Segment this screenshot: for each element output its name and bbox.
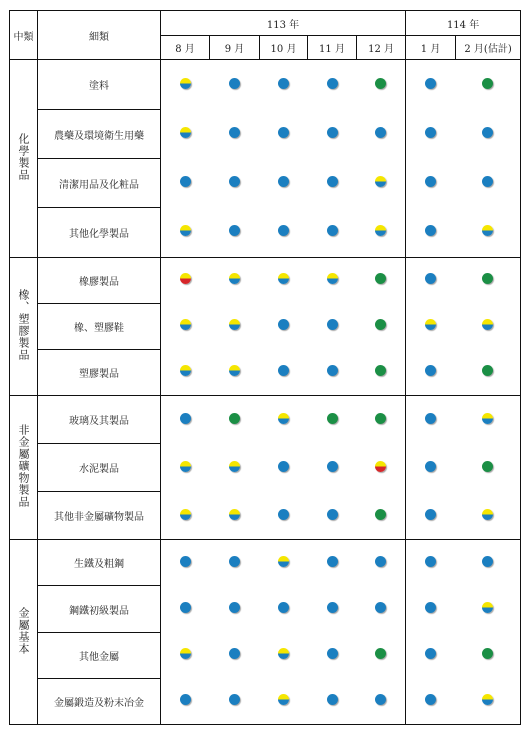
signal-cell [308,159,357,208]
signal-cell [357,349,406,395]
signal-cell [210,257,260,303]
table-row [10,303,521,349]
signal-dot-icon [327,127,338,138]
signal-dot-icon [180,176,191,187]
subcategory-label: 清潔用品及化粧品 [38,159,161,208]
signal-cell [308,110,357,159]
signal-cell [260,586,308,632]
signal-cell [260,444,308,492]
signal-dot-icon [425,694,436,705]
header-month: 2 月(估計) [456,36,521,60]
signal-dot-icon [229,176,240,187]
table-row [10,208,521,257]
table-row [10,395,521,443]
signal-dot-icon [425,365,436,376]
category-cell [10,395,38,539]
signal-cell [210,444,260,492]
signal-dot-icon [327,319,338,330]
header-month: 1 月 [406,36,456,60]
signal-cell [357,60,406,110]
signal-cell [210,208,260,257]
header-month: 11 月 [308,36,357,60]
header-subcategory: 細類 [38,11,161,60]
signal-dot-icon [425,225,436,236]
signal-dot-icon [375,509,386,520]
signal-dot-icon [375,556,386,567]
signal-cell [161,586,210,632]
signal-cell [161,257,210,303]
signal-dot-icon [327,273,338,284]
signal-cell [357,540,406,586]
signal-cell [161,208,210,257]
signal-cell [260,257,308,303]
signal-cell [406,257,456,303]
signal-dot-icon [482,602,493,613]
signal-cell [161,110,210,159]
signal-cell [161,349,210,395]
signal-dot-icon [482,78,493,89]
signal-cell [406,540,456,586]
signal-cell [210,159,260,208]
signal-cell [406,60,456,110]
subcategory-label: 橡膠製品 [38,257,161,303]
signal-cell [308,632,357,678]
header-month: 10 月 [260,36,308,60]
signal-dot-icon [327,556,338,567]
signal-cell [161,678,210,724]
signal-dot-icon [229,413,240,424]
signal-cell [357,395,406,443]
category-label: 化學製品 [17,132,30,181]
signal-dot-icon [482,556,493,567]
signal-dot-icon [327,176,338,187]
subcategory-label: 塗料 [38,60,161,110]
signal-cell [456,110,521,159]
signal-dot-icon [425,319,436,330]
signal-dot-icon [278,694,289,705]
category-label: 橡、塑膠製品 [17,288,30,361]
signal-cell [210,60,260,110]
signal-dot-icon [180,694,191,705]
table-row [10,60,521,110]
signal-dot-icon [375,319,386,330]
signal-cell [161,159,210,208]
header-year-114: 114 年 [406,11,521,36]
signal-dot-icon [229,127,240,138]
signal-cell [308,444,357,492]
signal-cell [161,632,210,678]
signal-dot-icon [278,509,289,520]
signal-dot-icon [375,694,386,705]
signal-dot-icon [180,602,191,613]
signal-cell [406,444,456,492]
signal-dot-icon [278,78,289,89]
signal-dot-icon [375,78,386,89]
signal-cell [357,208,406,257]
signal-dot-icon [229,648,240,659]
signal-cell [260,395,308,443]
category-label: 非金屬礦物製品 [17,424,30,509]
signal-dot-icon [425,648,436,659]
signal-cell [308,540,357,586]
subcategory-label: 其他非金屬礦物製品 [38,492,161,540]
signal-cell [357,110,406,159]
signal-cell [357,586,406,632]
signal-cell [406,349,456,395]
signal-dot-icon [229,602,240,613]
signal-cell [456,444,521,492]
signal-cell [456,632,521,678]
signal-dot-icon [229,694,240,705]
table-row [10,110,521,159]
signal-cell [456,540,521,586]
signal-dot-icon [425,413,436,424]
signal-dot-icon [375,127,386,138]
signal-cell [260,303,308,349]
signal-dot-icon [278,273,289,284]
signal-dot-icon [482,176,493,187]
signal-cell [210,395,260,443]
signal-cell [308,208,357,257]
table-row [10,492,521,540]
subcategory-label: 生鐵及粗鋼 [38,540,161,586]
signal-dot-icon [327,365,338,376]
signal-cell [161,395,210,443]
signal-dot-icon [375,365,386,376]
signal-dot-icon [180,509,191,520]
signal-dot-icon [180,648,191,659]
signal-cell [456,678,521,724]
signal-dot-icon [278,461,289,472]
header-year-113: 113 年 [161,11,406,36]
table-row [10,678,521,724]
signal-cell [357,257,406,303]
signal-cell [210,632,260,678]
signal-cell [308,349,357,395]
signal-dot-icon [425,176,436,187]
signal-cell [456,208,521,257]
signal-cell [210,540,260,586]
signal-dot-icon [229,273,240,284]
signal-cell [406,395,456,443]
signal-cell [357,303,406,349]
signal-cell [260,632,308,678]
signal-dot-icon [425,78,436,89]
signal-dot-icon [375,413,386,424]
signal-cell [260,159,308,208]
signal-dot-icon [180,365,191,376]
signal-dot-icon [482,127,493,138]
signal-dot-icon [180,319,191,330]
signal-dot-icon [375,648,386,659]
table-row [10,540,521,586]
signal-dot-icon [375,273,386,284]
signal-cell [210,303,260,349]
signal-dot-icon [482,461,493,472]
signal-dot-icon [327,225,338,236]
signal-dot-icon [278,365,289,376]
category-cell [10,540,38,725]
subcategory-label: 橡、塑膠鞋 [38,303,161,349]
signal-cell [357,159,406,208]
signal-dot-icon [229,556,240,567]
signal-dot-icon [375,176,386,187]
signal-cell [357,632,406,678]
signal-cell [456,303,521,349]
signal-dot-icon [278,319,289,330]
signal-dot-icon [229,461,240,472]
table-row [10,349,521,395]
signal-dot-icon [482,365,493,376]
signal-dot-icon [229,78,240,89]
signal-dot-icon [180,273,191,284]
signal-dot-icon [482,413,493,424]
signal-cell [308,303,357,349]
signal-table [9,10,521,725]
signal-cell [406,303,456,349]
category-cell [10,60,38,258]
table-row [10,586,521,632]
signal-cell [161,303,210,349]
signal-cell [456,395,521,443]
table-row [10,257,521,303]
signal-cell [456,492,521,540]
subcategory-label: 鋼鐵初級製品 [38,586,161,632]
signal-cell [161,492,210,540]
table-row [10,159,521,208]
category-label: 金屬基本 [17,606,30,655]
signal-dot-icon [375,225,386,236]
signal-dot-icon [327,648,338,659]
header-month: 9 月 [210,36,260,60]
signal-cell [308,395,357,443]
signal-dot-icon [180,78,191,89]
signal-dot-icon [180,556,191,567]
signal-dot-icon [482,509,493,520]
signal-dot-icon [278,413,289,424]
signal-cell [406,110,456,159]
signal-dot-icon [278,556,289,567]
signal-dot-icon [482,319,493,330]
header-month: 8 月 [161,36,210,60]
signal-dot-icon [425,461,436,472]
signal-cell [210,110,260,159]
signal-dot-icon [229,319,240,330]
signal-dot-icon [278,648,289,659]
signal-dot-icon [425,509,436,520]
signal-dot-icon [375,461,386,472]
signal-dot-icon [425,556,436,567]
signal-dot-icon [327,694,338,705]
signal-dot-icon [180,461,191,472]
header-category: 中類 [10,11,38,60]
signal-cell [456,257,521,303]
signal-dot-icon [278,225,289,236]
signal-dot-icon [180,225,191,236]
header-month: 12 月 [357,36,406,60]
signal-cell [406,586,456,632]
signal-dot-icon [278,176,289,187]
signal-cell [456,159,521,208]
signal-dot-icon [327,78,338,89]
table-row [10,444,521,492]
signal-dot-icon [229,365,240,376]
signal-cell [357,678,406,724]
signal-dot-icon [278,127,289,138]
signal-dot-icon [327,602,338,613]
signal-cell [161,444,210,492]
signal-dot-icon [180,127,191,138]
signal-dot-icon [278,602,289,613]
signal-dot-icon [180,413,191,424]
table-row [10,632,521,678]
signal-dot-icon [482,273,493,284]
subcategory-label: 其他金屬 [38,632,161,678]
signal-cell [210,678,260,724]
subcategory-label: 農藥及環境衛生用藥 [38,110,161,159]
signal-cell [406,492,456,540]
signal-dot-icon [327,509,338,520]
signal-cell [308,60,357,110]
signal-dot-icon [482,694,493,705]
subcategory-label: 金屬鍛造及粉末冶金 [38,678,161,724]
signal-dot-icon [425,273,436,284]
signal-dot-icon [375,602,386,613]
signal-cell [308,586,357,632]
signal-cell [260,492,308,540]
signal-cell [161,540,210,586]
signal-cell [260,349,308,395]
signal-cell [210,586,260,632]
signal-cell [357,492,406,540]
subcategory-label: 玻璃及其製品 [38,395,161,443]
signal-cell [260,208,308,257]
signal-cell [308,678,357,724]
signal-dot-icon [425,602,436,613]
signal-cell [161,60,210,110]
signal-dot-icon [482,648,493,659]
signal-cell [357,444,406,492]
subcategory-label: 水泥製品 [38,444,161,492]
signal-dot-icon [327,461,338,472]
signal-cell [308,492,357,540]
category-cell [10,257,38,395]
signal-cell [260,540,308,586]
subcategory-label: 塑膠製品 [38,349,161,395]
signal-cell [406,208,456,257]
subcategory-label: 其他化學製品 [38,208,161,257]
signal-dot-icon [327,413,338,424]
signal-cell [210,492,260,540]
signal-dot-icon [482,225,493,236]
signal-cell [406,632,456,678]
signal-cell [260,110,308,159]
signal-cell [456,60,521,110]
signal-cell [260,60,308,110]
table-body [10,60,521,725]
signal-dot-icon [425,127,436,138]
signal-cell [456,586,521,632]
signal-dot-icon [229,509,240,520]
signal-cell [406,678,456,724]
signal-cell [308,257,357,303]
signal-dot-icon [229,225,240,236]
signal-cell [406,159,456,208]
signal-cell [260,678,308,724]
signal-cell [456,349,521,395]
signal-cell [210,349,260,395]
